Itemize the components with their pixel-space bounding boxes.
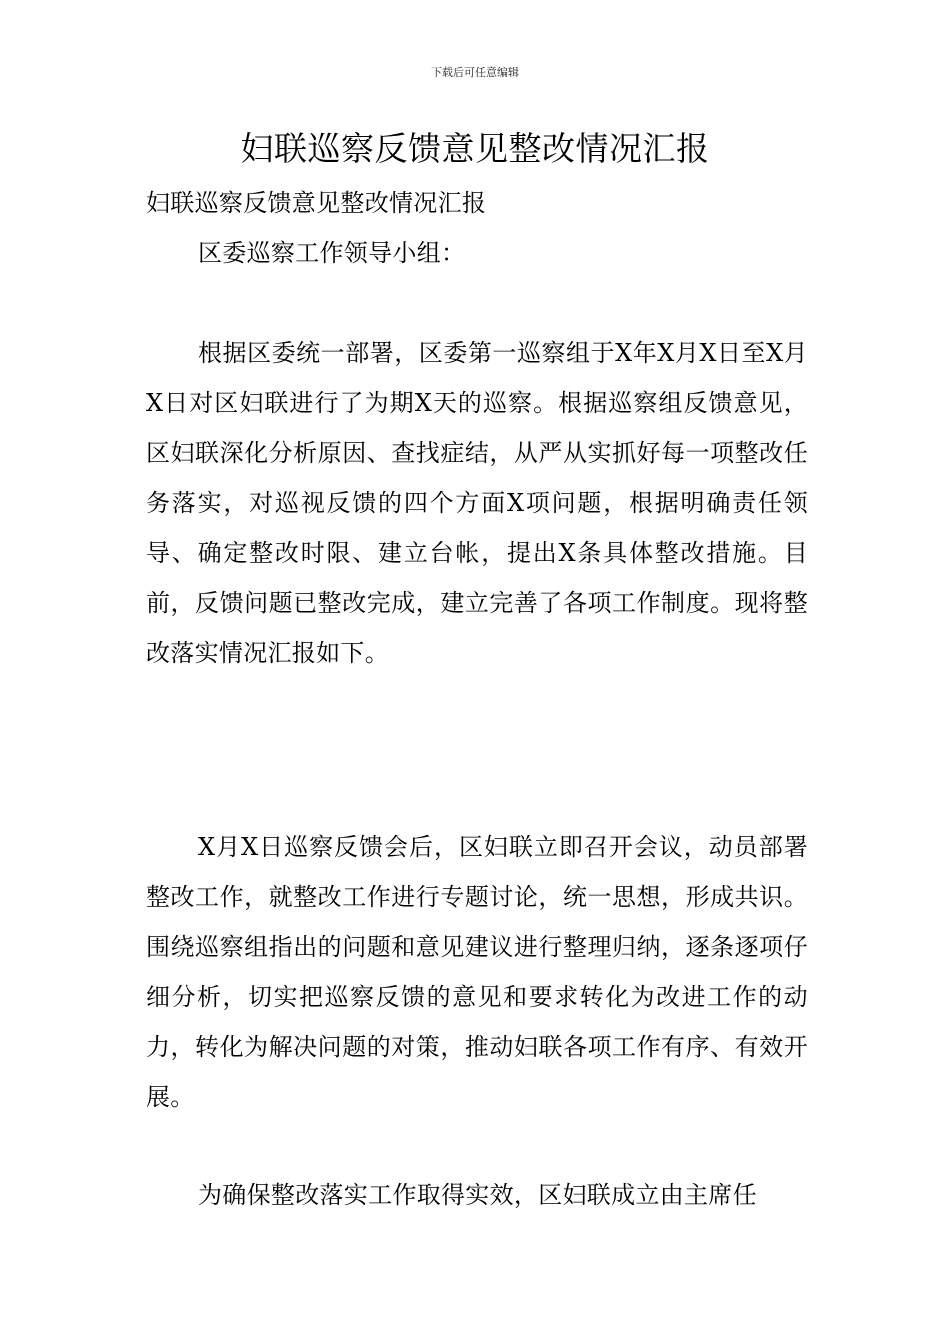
- salutation: 区委巡察工作领导小组：: [198, 239, 466, 267]
- header-note: 下载后可任意编辑: [431, 66, 519, 79]
- paragraph: X月X日巡察反馈会后，区妇联立即召开会议，动员部署整改工作，就整改工作进行专题讨论，统一思想，形成共识。围绕巡察组指出的问题和意见建议进行整理归纳，逐条逐项仔细分析，切实把巡察反馈的意见和要求转化为改进工作的动力，转化为解决问题的对策，推动妇联各项工作有序、有效开展。: [146, 833, 808, 1111]
- document-title: 妇联巡察反馈意见整改情况汇报: [240, 129, 710, 168]
- paragraph: 为确保整改落实工作取得实效，区妇联成立由主席任: [198, 1181, 757, 1209]
- document-subtitle: 妇联巡察反馈意见整改情况汇报: [146, 189, 487, 217]
- paragraph: 根据区委统一部署，区委第一巡察组于X年X月X日至X月X日对区妇联进行了为期X天的巡察。根据巡察组反馈意见，区妇联深化分析原因、查找症结，从严从实抓好每一项整改任务落实，对巡视反馈的四个方面X项问题，根据明确责任领导、确定整改时限、建立台帐，提出X条具体整改措施。目前，反馈问题已整改完成，建立完善了各项工作制度。现将整改落实情况汇报如下。: [146, 339, 808, 667]
